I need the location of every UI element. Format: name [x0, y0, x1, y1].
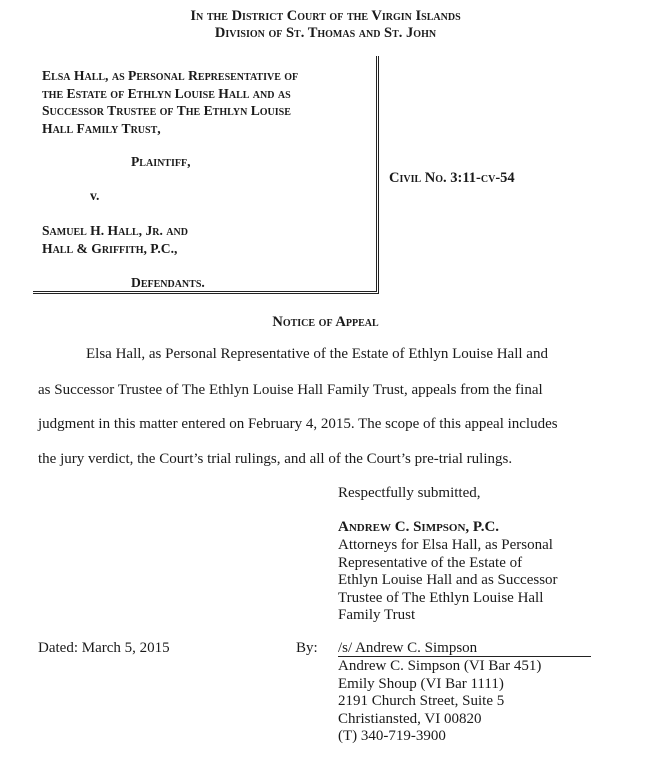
plaintiff-line-1: Elsa Hall, as Personal Representative of: [42, 68, 299, 83]
plaintiff-role: Plaintiff,: [131, 154, 191, 169]
plaintiff-line-2: the Estate of Ethlyn Louise Hall and as: [42, 85, 291, 101]
firm-role-line-3: Ethlyn Louise Hall and as Successor: [338, 572, 558, 588]
dated-line: Dated: March 5, 2015: [38, 640, 170, 656]
defendant-line-1: Samuel H. Hall, Jr. and: [42, 223, 188, 238]
versus-label: v.: [90, 188, 100, 203]
by-label: By:: [296, 640, 318, 656]
defendant-role: Defendants.: [131, 275, 205, 290]
court-division-line: Division of St. Thomas and St. John: [214, 25, 437, 41]
firm-role-line-4: Trustee of The Ethlyn Louise Hall: [338, 589, 544, 606]
defendant-line-2: Hall & Griffith, P.C.,: [42, 240, 178, 256]
case-number: Civil No. 3:11-cv-54: [389, 170, 515, 186]
firm-role-line-2: Representative of the Estate of: [338, 554, 523, 571]
signature-line: [338, 656, 591, 657]
body-line-4: the jury verdict, the Court’s trial rulings, and all of the Court’s pre-trial rulings.: [38, 451, 513, 467]
signature-block-line-2: Emily Shoup (VI Bar 1111): [338, 675, 504, 692]
electronic-signature: /s/ Andrew C. Simpson: [338, 640, 478, 656]
signature-block-line-3: 2191 Church Street, Suite 5: [338, 693, 505, 709]
court-name-line-1: In the District Court of the Virgin Islands: [190, 8, 461, 24]
signature-block-line-5: (T) 340-719-3900: [338, 728, 446, 744]
firm-role-line-1: Attorneys for Elsa Hall, as Personal: [338, 537, 553, 553]
body-line-2: as Successor Trustee of The Ethlyn Louise Hall Family Trust, appeals from the final: [38, 382, 543, 398]
closing: Respectfully submitted,: [338, 485, 481, 501]
firm-name: Andrew C. Simpson, P.C.: [338, 519, 500, 535]
body-line-3: judgment in this matter entered on February 4, 2015. The scope of this appeal includes: [38, 416, 558, 432]
body-line-1: Elsa Hall, as Personal Representative of the Estate of Ethlyn Louise Hall and: [86, 346, 548, 362]
firm-role-line-5: Family Trust: [338, 607, 416, 623]
signature-block-line-4: Christiansted, VI 00820: [338, 710, 482, 727]
plaintiff-line-3: Successor Trustee of The Ethlyn Louise: [42, 103, 291, 118]
document-title: Notice of Appeal: [272, 314, 379, 330]
signature-block-line-1: Andrew C. Simpson (VI Bar 451): [338, 658, 542, 674]
plaintiff-line-4: Hall Family Trust,: [42, 120, 161, 136]
